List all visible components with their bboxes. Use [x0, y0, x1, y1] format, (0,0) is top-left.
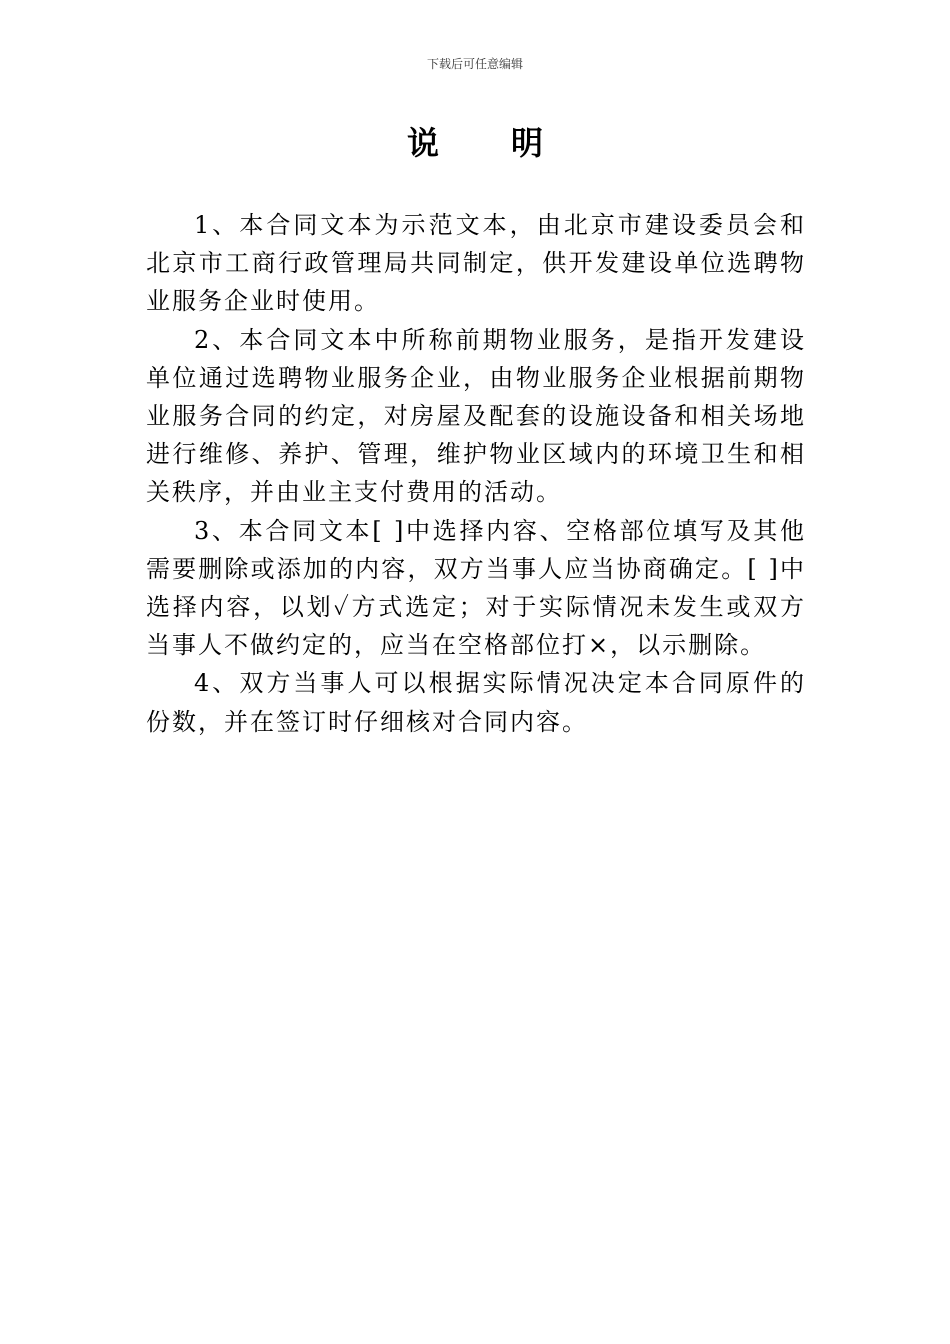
paragraph-4: 4、双方当事人可以根据实际情况决定本合同原件的份数，并在签订时仔细核对合同内容。 [146, 669, 806, 736]
page-title: 说明 [406, 124, 615, 162]
document-body [146, 206, 806, 741]
header-note: 下载后可任意编辑 [426, 57, 523, 71]
paragraph-1: 1、本合同文本为示范文本，由北京市建设委员会和北京市工商行政管理局共同制定，供开发建设单位选聘物业服务企业时使用。 [146, 211, 806, 316]
paragraph-2: 2、本合同文本中所称前期物业服务，是指开发建设单位通过选聘物业服务企业，由物业服务企业根据前期物业服务合同的约定，对房屋及配套的设施设备和相关场地进行维修、养护、管理，维护物业区域内的环境卫生和相关秩序，并由业主支付费用的活动。 [146, 325, 806, 507]
paragraph-3: 3、本合同文本[ ]中选择内容、空格部位填写及其他需要删除或添加的内容，双方当事人应当协商确定。[ ]中选择内容，以划✓方式选定；对于实际情况未发生或双方当事人不做约定的，应当在空格部位打×，以示删除。 [146, 516, 806, 660]
